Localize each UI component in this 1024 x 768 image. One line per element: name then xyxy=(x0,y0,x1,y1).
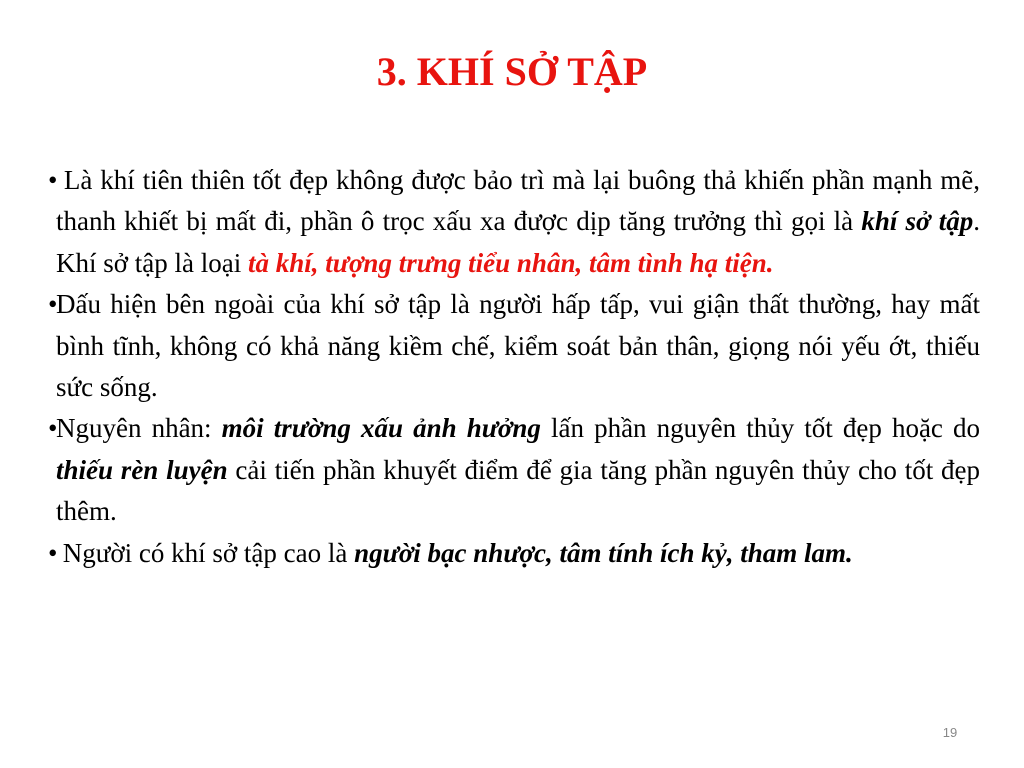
bullet-1-text: Là khí tiên thiên tốt đẹp không được bảo trì mà lại buông thả khiến phần mạnh mẽ, thanh khiết bị mất đi, phần ô trọc xấu xa được dịp tăng trưởng thì gọi là xyxy=(56,165,980,237)
page-number: 19 xyxy=(942,725,958,740)
bullet-item-3: •Nguyên nhân: môi trường xấu ảnh hưởng lấn phần nguyên thủy tốt đẹp hoặc do thiếu rèn luyện cải tiến phần khuyết điểm để gia tăng phần nguyên thủy cho tốt đẹp thêm. xyxy=(48,413,981,527)
bullet-4-emphasis: người bạc nhược, tâm tính ích kỷ, tham lam. xyxy=(354,537,853,568)
bullet-3-emphasis-1: môi trường xấu ảnh hưởng xyxy=(221,413,541,444)
bullet-list xyxy=(48,160,981,574)
slide-title: 3. KHÍ SỞ TẬP xyxy=(376,49,648,94)
bullet-4-prefix: Người có khí sở tập cao là xyxy=(56,537,355,568)
bullet-1-red-emphasis: tà khí, tượng trưng tiểu nhân, tâm tình hạ tiện. xyxy=(248,247,774,278)
bullet-3-emphasis-2: thiếu rèn luyện xyxy=(56,454,228,485)
bullet-1-middle: . Khí sở tập là loại xyxy=(56,206,980,278)
bullet-3-suffix: cải tiến phần khuyết điểm để gia tăng phần nguyên thủy cho tốt đẹp thêm. xyxy=(56,454,981,527)
bullet-item-4: • Người có khí sở tập cao là người bạc nhược, tâm tính ích kỷ, tham lam. xyxy=(48,537,853,568)
bullet-1-emphasis: khí sở tập xyxy=(861,206,974,237)
bullet-3-prefix: Nguyên nhân: xyxy=(56,413,222,444)
bullet-item-1: • Là khí tiên thiên tốt đẹp không được bảo trì mà lại buông thả khiến phần mạnh mẽ, thanh khiết bị mất đi, phần ô trọc xấu xa được dịp tăng trưởng thì gọi là khí sở tập. Khí sở tập là loại tà khí, tượng trưng tiểu nhân, tâm tình hạ tiện. xyxy=(48,165,980,278)
bullet-3-middle: lấn phần nguyên thủy tốt đẹp hoặc do xyxy=(540,413,980,444)
bullet-2-text: Dấu hiện bên ngoài của khí sở tập là người hấp tấp, vui giận thất thường, hay mất bình tĩnh, không có khả năng kiềm chế, kiểm soát bản thân, giọng nói yếu ớt, thiếu sức sống. xyxy=(56,289,980,403)
bullet-item-2: •Dấu hiện bên ngoài của khí sở tập là người hấp tấp, vui giận thất thường, hay mất bình tĩnh, không có khả năng kiềm chế, kiểm soát bản thân, giọng nói yếu ớt, thiếu sức sống. xyxy=(48,289,980,403)
